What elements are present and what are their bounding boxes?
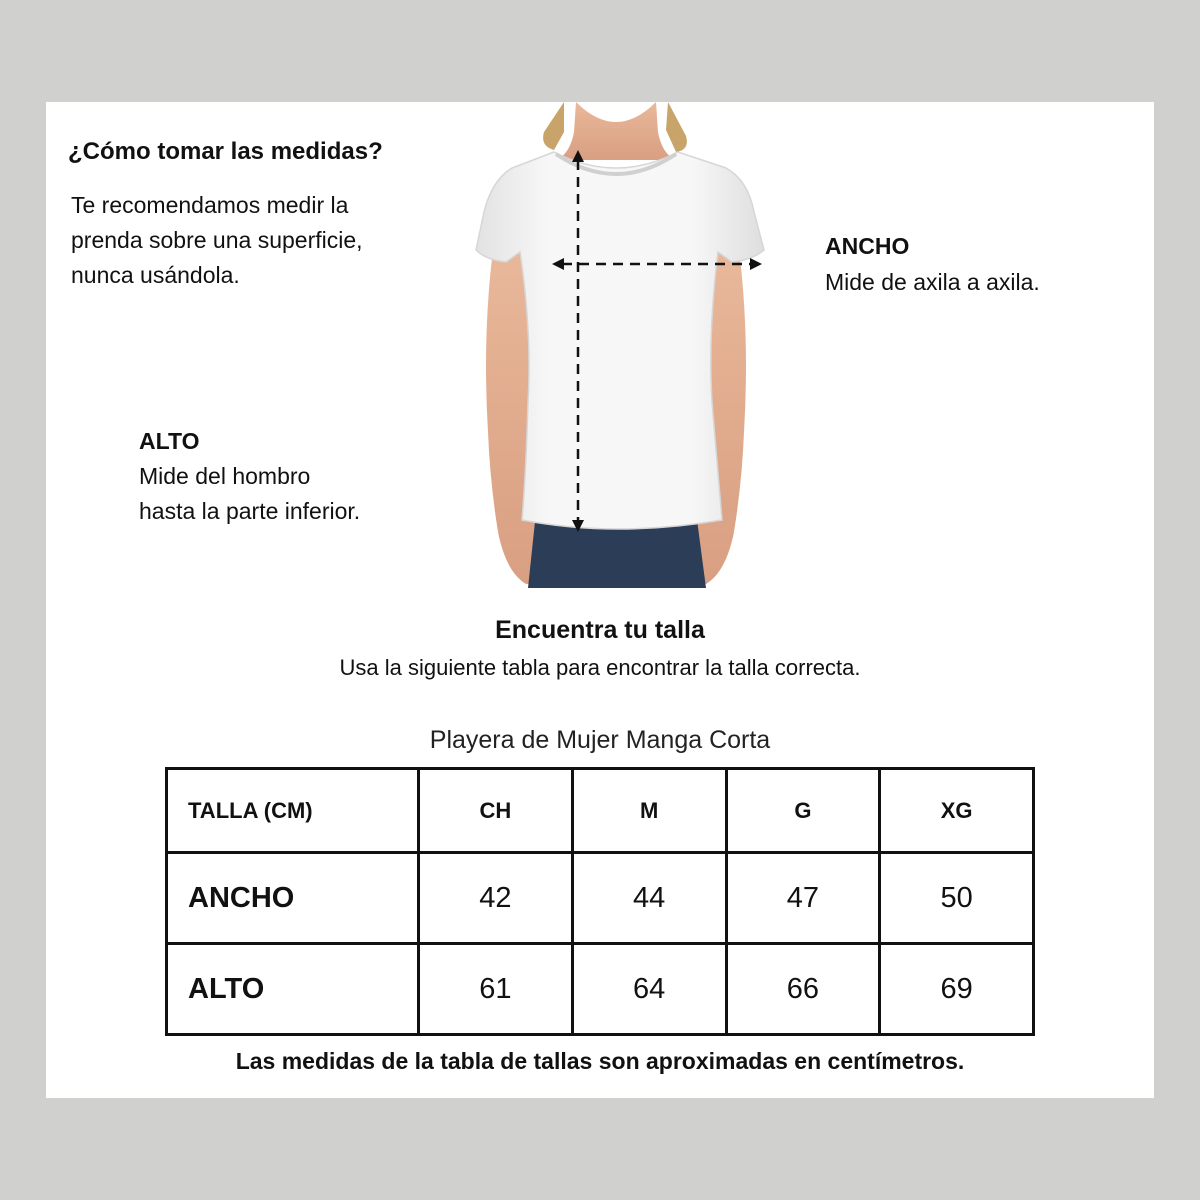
measure-guide-line: nunca usándola. — [71, 262, 240, 288]
ancho-label: ANCHO — [825, 233, 910, 259]
value-cell: 50 — [880, 853, 1034, 944]
alto-line: hasta la parte inferior. — [139, 498, 361, 524]
size-header-cell: M — [572, 769, 726, 853]
row-label-cell: ANCHO — [167, 853, 419, 944]
alto-line: Mide del hombro — [139, 463, 311, 489]
value-cell: 47 — [726, 853, 880, 944]
value-cell: 69 — [880, 944, 1034, 1035]
size-header-cell: G — [726, 769, 880, 853]
value-cell: 44 — [572, 853, 726, 944]
measure-guide-line: prenda sobre una superficie, — [71, 227, 363, 253]
table-row — [167, 944, 1034, 1035]
find-size-subtitle: Usa la siguiente tabla para encontrar la talla correcta. — [339, 655, 861, 680]
arrow-right-icon — [750, 258, 762, 270]
size-table-title: Playera de Mujer Manga Corta — [429, 726, 771, 754]
measure-guide-title: ¿Cómo tomar las medidas? — [68, 138, 383, 165]
row-label-cell: ALTO — [167, 944, 419, 1035]
neck — [556, 102, 676, 160]
hair — [543, 102, 564, 150]
hair — [666, 102, 687, 152]
value-cell: 64 — [572, 944, 726, 1035]
model-tshirt-image — [436, 102, 796, 588]
value-cell: 61 — [419, 944, 573, 1035]
header-label-cell: TALLA (CM) — [167, 769, 419, 853]
footnote: Las medidas de la tabla de tallas son aproximadas en centímetros. — [235, 1048, 965, 1074]
measure-guide-line: Te recomendamos medir la — [71, 192, 349, 218]
value-cell: 42 — [419, 853, 573, 944]
ancho-line: Mide de axila a axila. — [825, 269, 1040, 295]
size-table — [165, 767, 1035, 1036]
measure-guide-text — [71, 188, 431, 293]
table-row — [167, 853, 1034, 944]
find-size-title: Encuentra tu talla — [495, 616, 705, 644]
alto-description — [139, 424, 360, 529]
alto-label: ALTO — [139, 428, 200, 454]
size-table-header-row — [167, 769, 1034, 853]
size-header-cell: CH — [419, 769, 573, 853]
ancho-description — [825, 228, 1040, 300]
size-guide-card — [46, 102, 1154, 1098]
size-header-cell: XG — [880, 769, 1034, 853]
value-cell: 66 — [726, 944, 880, 1035]
